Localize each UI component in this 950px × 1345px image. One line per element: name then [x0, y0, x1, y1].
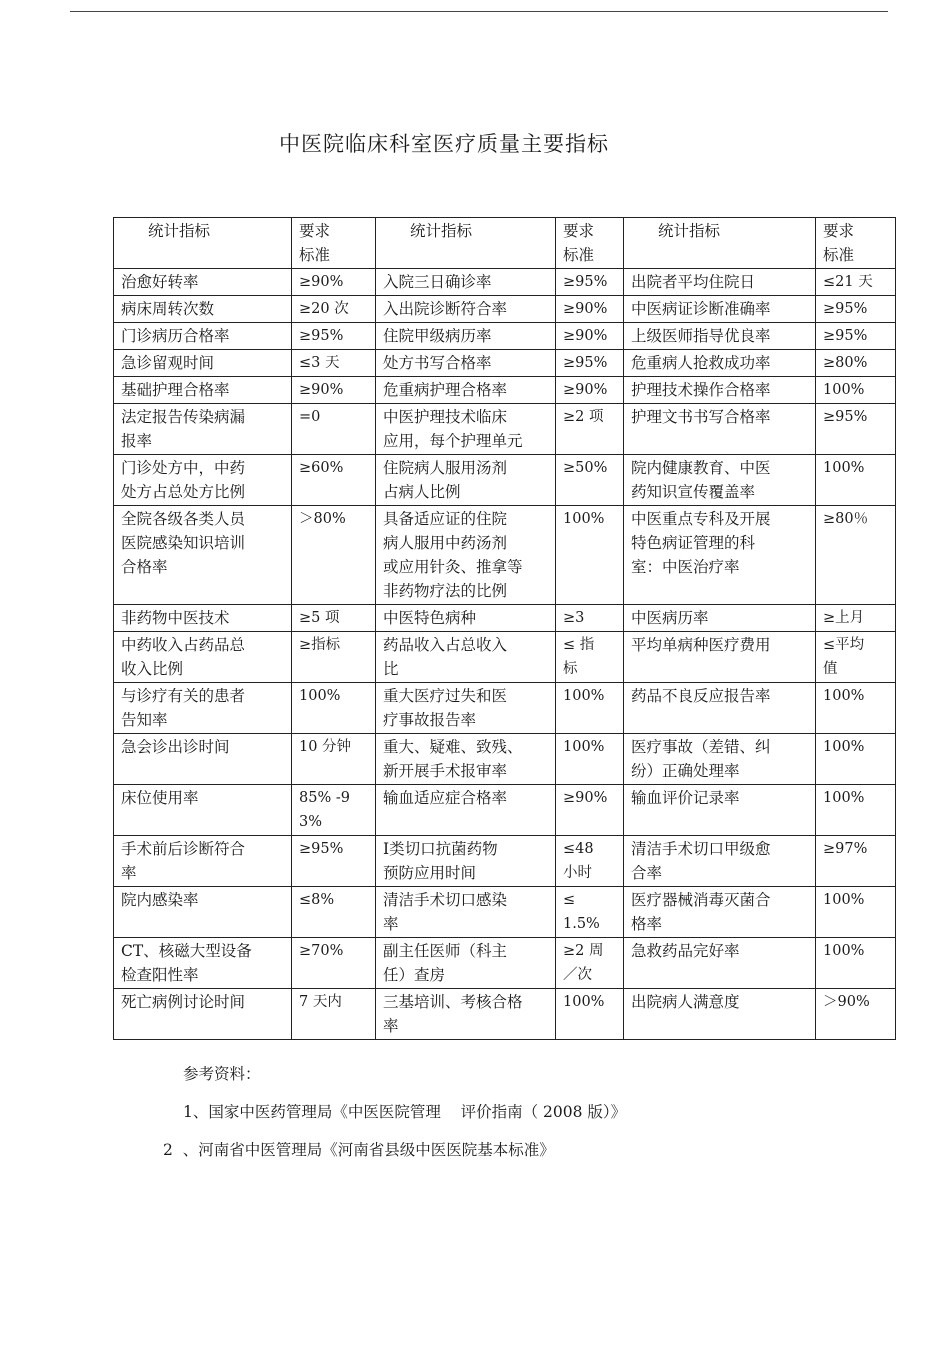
standard-cell: ≥90% — [292, 269, 376, 296]
standard-cell: ＞80% — [292, 506, 376, 605]
standard-cell: 100% — [556, 506, 624, 605]
table-row — [114, 683, 896, 734]
indicator-cell: 入出院诊断符合率 — [376, 296, 556, 323]
indicator-cell: Ⅰ类切口抗菌药物 预防应用时间 — [376, 836, 556, 887]
standard-cell: 7 天内 — [292, 989, 376, 1040]
standard-cell: ≥70% — [292, 938, 376, 989]
indicator-cell: 治愈好转率 — [114, 269, 292, 296]
indicator-cell: 三基培训、考核合格 率 — [376, 989, 556, 1040]
indicator-cell: 出院者平均住院日 — [624, 269, 816, 296]
standard-cell: ≤ 1.5% — [556, 887, 624, 938]
standard-cell: ≥90% — [292, 377, 376, 404]
table-header-row — [114, 218, 896, 269]
standard-cell: ≥2 项 — [556, 404, 624, 455]
indicator-cell: 入院三日确诊率 — [376, 269, 556, 296]
indicator-cell: 输血评价记录率 — [624, 785, 816, 836]
header-indicator-1: 统计指标 — [114, 218, 292, 269]
standard-cell: ≥95% — [816, 323, 896, 350]
indicator-cell: 法定报告传染病漏 报率 — [114, 404, 292, 455]
indicator-cell: 副主任医师（科主 任）查房 — [376, 938, 556, 989]
indicator-cell: 门诊处方中，中药 处方占总处方比例 — [114, 455, 292, 506]
header-indicator-3: 统计指标 — [624, 218, 816, 269]
indicator-cell: 全院各级各类人员 医院感染知识培训 合格率 — [114, 506, 292, 605]
reference-item: 2 、河南省中医管理局《河南省县级中医医院基本标准》 — [163, 1141, 555, 1159]
standard-cell: 100% — [556, 989, 624, 1040]
indicator-cell: 重大、疑难、致残、 新开展手术报审率 — [376, 734, 556, 785]
indicator-cell: 清洁手术切口感染 率 — [376, 887, 556, 938]
indicator-cell: 医疗事故（差错、纠 纷）正确处理率 — [624, 734, 816, 785]
header-standard-2: 要求 标准 — [556, 218, 624, 269]
indicator-cell: 住院甲级病历率 — [376, 323, 556, 350]
indicator-cell: 中医病历率 — [624, 605, 816, 632]
standard-cell: ≥20 次 — [292, 296, 376, 323]
page-title: 中医院临床科室医疗质量主要指标 — [279, 132, 609, 156]
standard-cell: ≥95% — [816, 296, 896, 323]
reference-item: 1、国家中医药管理局《中医医院管理 评价指南（ 2008 版）》 — [183, 1103, 627, 1121]
table-row — [114, 785, 896, 836]
table-row — [114, 938, 896, 989]
table-row — [114, 887, 896, 938]
indicator-cell: 急诊留观时间 — [114, 350, 292, 377]
standard-cell: ≥90% — [556, 785, 624, 836]
indicator-cell: 死亡病例讨论时间 — [114, 989, 292, 1040]
standard-cell: ≤3 天 — [292, 350, 376, 377]
table-row — [114, 836, 896, 887]
indicator-cell: 院内健康教育、中医 药知识宣传覆盖率 — [624, 455, 816, 506]
standard-cell: ≥80% — [816, 350, 896, 377]
indicator-cell: 危重病人抢救成功率 — [624, 350, 816, 377]
standard-cell: 100% — [816, 938, 896, 989]
indicator-cell: 危重病护理合格率 — [376, 377, 556, 404]
indicator-cell: 清洁手术切口甲级愈 合率 — [624, 836, 816, 887]
table-row — [114, 605, 896, 632]
table-row — [114, 455, 896, 506]
indicator-cell: 门诊病历合格率 — [114, 323, 292, 350]
standard-cell: 10 分钟 — [292, 734, 376, 785]
indicator-cell: 护理技术操作合格率 — [624, 377, 816, 404]
table-row — [114, 323, 896, 350]
standard-cell: ＞90% — [816, 989, 896, 1040]
standard-cell: ≥95% — [292, 323, 376, 350]
standard-cell: ≥90% — [556, 323, 624, 350]
standard-cell: ≥上月 — [816, 605, 896, 632]
table-body — [114, 269, 896, 1040]
table-row — [114, 632, 896, 683]
standard-cell: ≥95% — [816, 404, 896, 455]
standard-cell: ≥指标 — [292, 632, 376, 683]
indicator-cell: 非药物中医技术 — [114, 605, 292, 632]
standard-cell: ≤ 指 标 — [556, 632, 624, 683]
indicator-cell: 出院病人满意度 — [624, 989, 816, 1040]
standard-cell: 85% -93% — [292, 785, 376, 836]
table-row — [114, 350, 896, 377]
indicator-cell: 急会诊出诊时间 — [114, 734, 292, 785]
table-row — [114, 506, 896, 605]
header-standard-3: 要求 标准 — [816, 218, 896, 269]
standard-cell: ≥90% — [556, 296, 624, 323]
references-heading: 参考资料： — [183, 1065, 261, 1083]
table-row — [114, 377, 896, 404]
indicator-cell: 中医病证诊断准确率 — [624, 296, 816, 323]
indicator-cell: 具备适应证的住院 病人服用中药汤剂 或应用针灸、推拿等 非药物疗法的比例 — [376, 506, 556, 605]
indicator-cell: 院内感染率 — [114, 887, 292, 938]
indicator-cell: 药品不良反应报告率 — [624, 683, 816, 734]
table-row — [114, 734, 896, 785]
standard-cell: 100% — [816, 734, 896, 785]
indicator-cell: 中医重点专科及开展 特色病证管理的科 室：中医治疗率 — [624, 506, 816, 605]
indicator-cell: 基础护理合格率 — [114, 377, 292, 404]
indicator-cell: 中药收入占药品总 收入比例 — [114, 632, 292, 683]
standard-cell: ≥90% — [556, 377, 624, 404]
standard-cell: ≤21 天 — [816, 269, 896, 296]
indicator-cell: 手术前后诊断符合 率 — [114, 836, 292, 887]
header-rule — [70, 11, 888, 12]
standard-cell: ≥60% — [292, 455, 376, 506]
standard-cell: ≥97% — [816, 836, 896, 887]
standard-cell: =0 — [292, 404, 376, 455]
standard-cell: ≥95% — [292, 836, 376, 887]
standard-cell: 100% — [816, 683, 896, 734]
standard-cell: 100% — [816, 377, 896, 404]
indicator-cell: 床位使用率 — [114, 785, 292, 836]
standard-cell: ≥80％ — [816, 506, 896, 605]
quality-indicator-table — [113, 217, 896, 1040]
indicator-cell: 中医特色病种 — [376, 605, 556, 632]
indicator-cell: 住院病人服用汤剂 占病人比例 — [376, 455, 556, 506]
table-row — [114, 404, 896, 455]
standard-cell: ≥95% — [556, 350, 624, 377]
standard-cell: ≥2 周 ／次 — [556, 938, 624, 989]
standard-cell: 100% — [816, 887, 896, 938]
indicator-cell: 医疗器械消毒灭菌合 格率 — [624, 887, 816, 938]
table-row — [114, 989, 896, 1040]
standard-cell: ≤平均 值 — [816, 632, 896, 683]
standard-cell: 100% — [292, 683, 376, 734]
indicator-cell: CT、核磁大型设备 检查阳性率 — [114, 938, 292, 989]
indicator-cell: 重大医疗过失和医 疗事故报告率 — [376, 683, 556, 734]
indicator-cell: 处方书写合格率 — [376, 350, 556, 377]
standard-cell: ≥95% — [556, 269, 624, 296]
header-indicator-2: 统计指标 — [376, 218, 556, 269]
standard-cell: ≥3 — [556, 605, 624, 632]
indicator-cell: 护理文书书写合格率 — [624, 404, 816, 455]
indicator-cell: 药品收入占总收入 比 — [376, 632, 556, 683]
standard-cell: ≤8% — [292, 887, 376, 938]
standard-cell: 100% — [816, 785, 896, 836]
indicator-cell: 急救药品完好率 — [624, 938, 816, 989]
standard-cell: 100% — [816, 455, 896, 506]
table-row — [114, 269, 896, 296]
standard-cell: ≥5 项 — [292, 605, 376, 632]
indicator-cell: 上级医师指导优良率 — [624, 323, 816, 350]
indicator-cell: 平均单病种医疗费用 — [624, 632, 816, 683]
indicator-cell: 中医护理技术临床 应用，每个护理单元 — [376, 404, 556, 455]
standard-cell: ≥50% — [556, 455, 624, 506]
standard-cell: ≤48 小时 — [556, 836, 624, 887]
standard-cell: 100% — [556, 734, 624, 785]
header-standard-1: 要求 标准 — [292, 218, 376, 269]
indicator-cell: 与诊疗有关的患者 告知率 — [114, 683, 292, 734]
indicator-cell: 病床周转次数 — [114, 296, 292, 323]
standard-cell: 100% — [556, 683, 624, 734]
indicator-cell: 输血适应症合格率 — [376, 785, 556, 836]
table-row — [114, 296, 896, 323]
